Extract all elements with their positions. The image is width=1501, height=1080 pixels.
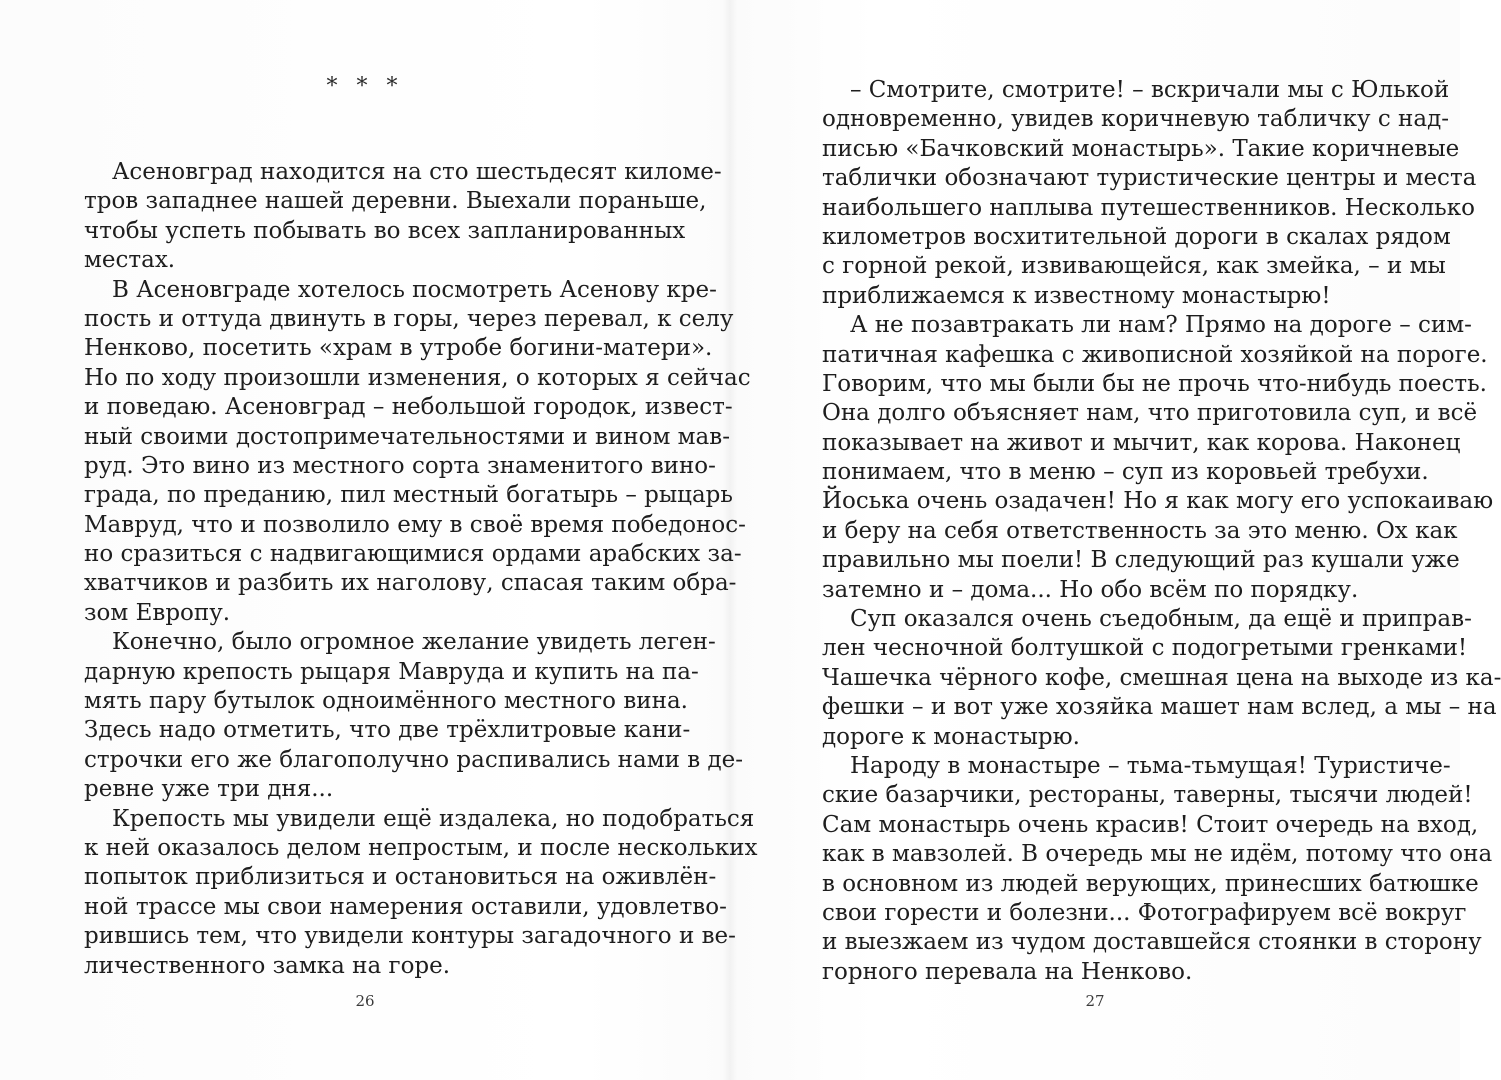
text-line: и поведаю. Асеновград – небольшой городок, извест-	[84, 394, 733, 421]
text-line: Народу в монастыре – тьма-тьмущая! Туристиче-	[850, 752, 1451, 779]
text-line: личественного замка на горе.	[84, 952, 451, 979]
text-line: руд. Это вино из местного сорта знаменитого вино-	[84, 452, 716, 479]
text-line: и выезжаем из чудом доставшейся стоянки в сторону	[822, 929, 1482, 956]
text-line: показывает на живот и мычит, как корова. Наконец	[822, 429, 1461, 456]
left-page-text	[84, 158, 758, 981]
text-line: местах.	[84, 247, 176, 274]
text-line: к ней оказалось делом непростым, и после нескольких	[84, 834, 758, 861]
text-line: патичная кафешка с живописной хозяйкой на пороге.	[822, 341, 1488, 368]
text-line: В Асеновграде хотелось посмотреть Асенову кре-	[112, 276, 717, 303]
text-line: пость и оттуда двинуть в горы, через перевал, к селу	[84, 305, 734, 332]
text-line: фешки – и вот уже хозяйка машет нам вслед, а мы – на	[822, 694, 1497, 721]
text-line: свои горести и болезни... Фотографируем всё вокруг	[822, 899, 1467, 926]
text-line: понимаем, что в меню – суп из коровьей требухи.	[822, 459, 1429, 486]
text-line: Она долго объясняет нам, что приготовила суп, и всё	[822, 400, 1478, 427]
section-separator: * * *	[326, 74, 404, 99]
page-number: 26	[355, 992, 375, 1010]
text-line: в основном из людей верующих, принесших батюшке	[822, 870, 1479, 897]
text-line: А не позавтракать ли нам? Прямо на дороге – сим-	[850, 312, 1472, 339]
text-line: чтобы успеть побывать во всех запланированных	[84, 217, 686, 244]
text-line: мять пару бутылок одноимённого местного вина.	[84, 688, 688, 715]
text-line: но сразиться с надвигающимися ордами арабских за-	[84, 541, 742, 568]
text-line: Здесь надо отметить, что две трёхлитровые кани-	[84, 717, 691, 744]
text-line: приближаемся к известному монастырю!	[822, 282, 1331, 309]
text-line: ские базарчики, рестораны, таверны, тысячи людей!	[822, 782, 1473, 809]
text-line: ревне уже три дня...	[84, 776, 334, 803]
text-line: таблички обозначают туристические центры и места	[822, 165, 1477, 192]
text-line: писью «Бачковский монастырь». Такие коричневые	[822, 135, 1460, 162]
right-page	[730, 0, 1501, 1080]
text-line: и беру на себя ответственность за это меню. Ох как	[822, 517, 1458, 544]
text-line: хватчиков и разбить их наголову, спасая таким обра-	[84, 570, 737, 597]
text-line: правильно мы поели! В следующий раз кушали уже	[822, 547, 1460, 574]
text-line: града, по преданию, пил местный богатырь – рыцарь	[84, 482, 733, 509]
text-line: лен чесночной болтушкой с подогретыми гренками!	[822, 635, 1468, 662]
text-line: Асеновград находится на сто шестьдесят киломе-	[112, 159, 722, 185]
text-line: наибольшего наплыва путешественников. Несколько	[822, 194, 1475, 221]
text-line: Йоська очень озадачен! Но я как могу его успокаиваю	[822, 488, 1494, 515]
right-page-text	[822, 76, 1501, 987]
page-number: 27	[1085, 992, 1105, 1010]
text-line: дарную крепость рыцаря Мавруда и купить на па-	[84, 658, 699, 685]
text-line: Мавруд, что и позволило ему в своё время победонос-	[84, 511, 746, 538]
text-line: зом Европу.	[84, 599, 231, 626]
text-line: Но по ходу произошли изменения, о которых я сейчас	[84, 364, 751, 391]
text-line: тров западнее нашей деревни. Выехали пораньше,	[84, 188, 707, 215]
text-line: Конечно, было огромное желание увидеть леген-	[112, 629, 716, 656]
text-line: одновременно, увидев коричневую табличку с над-	[822, 106, 1449, 133]
text-line: горного перевала на Ненково.	[822, 958, 1193, 985]
text-line: попыток приблизиться и остановиться на оживлён-	[84, 864, 717, 891]
text-line: как в мавзолей. В очередь мы не идём, потому что она	[822, 841, 1493, 868]
text-line: дороге к монастырю.	[822, 723, 1080, 750]
text-line: с горной рекой, извивающейся, как змейка, – и мы	[822, 253, 1446, 280]
text-line: Говорим, что мы были бы не прочь что-нибудь поесть.	[822, 370, 1487, 397]
text-line: Крепость мы увидели ещё издалека, но подобраться	[112, 805, 755, 832]
text-line: затемно и – дома... Но обо всём по порядку.	[822, 576, 1359, 603]
text-line: Сам монастырь очень красив! Стоит очередь на вход,	[822, 811, 1479, 838]
text-line: рившись тем, что увидели контуры загадочного и ве-	[84, 923, 736, 950]
text-line: Суп оказался очень съедобным, да ещё и приправ-	[850, 606, 1472, 633]
text-line: строчки его же благополучно распивались нами в де-	[84, 746, 744, 773]
text-line: ный своими достопримечательностями и вином мав-	[84, 423, 730, 450]
text-line: километров восхитительной дороги в скалах рядом	[822, 223, 1451, 250]
text-line: Ненково, посетить «храм в утробе богини-матери».	[84, 335, 713, 362]
text-line: ной трассе мы свои намерения оставили, удовлетво-	[84, 893, 727, 920]
text-line: – Смотрите, смотрите! – вскричали мы с Юлькой	[850, 77, 1450, 103]
text-line: Чашечка чёрного кофе, смешная цена на выходе из ка-	[822, 664, 1501, 691]
